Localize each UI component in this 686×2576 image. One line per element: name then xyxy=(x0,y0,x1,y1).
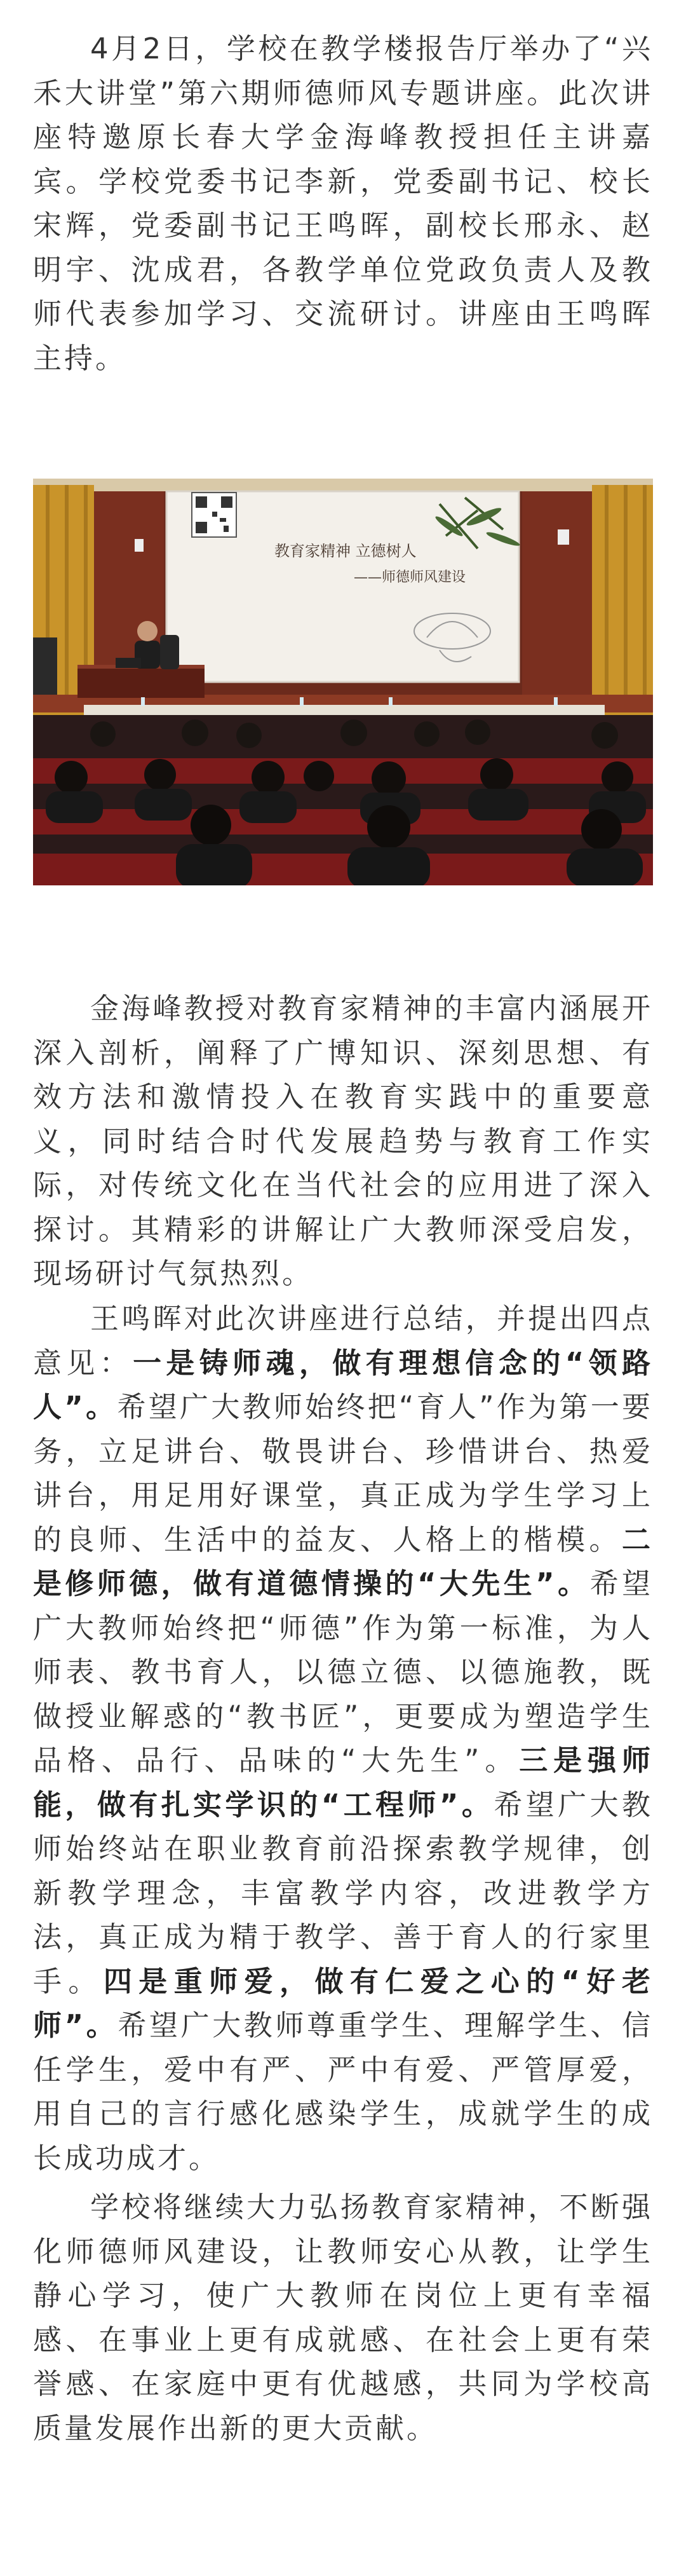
point-two-text: 希望广大教师始终把“师德”作为第一标准，为人师表、教书育人，以德立德、以德施教，既做授业解惑的“教书匠”，更要成为塑造学生品格、品行、品味的“大先生”。 xyxy=(33,1567,653,1777)
point-two-heading: 二是修师德，做有道德情操的“大先生”。 xyxy=(33,1522,653,1600)
paragraph-intro: 4月2日，学校在教学楼报告厅举办了“兴禾大讲堂”第六期师德师风专题讲座。此次讲座特邀原长春大学金海峰教授担任主讲嘉宾。学校党委书记李新，党委副书记、校长宋辉，党委副书记王鸣晖，副校长邢永、赵明宇、沈成君，各教学单位党政负责人及教师代表参加学习、交流研讨。讲座由王鸣晖主持。 xyxy=(33,32,653,375)
point-four-text: 希望广大教师尊重学生、理解学生、信任学生，爱中有严、严中有爱、严管厚爱，用自己的言行感化感染学生，成就学生的成长成功成才。 xyxy=(33,2008,653,2175)
point-four-heading: 四是重师爱，做有仁爱之心的“好老师”。 xyxy=(33,1964,653,2042)
screen-subtitle: ——师德师风建设 xyxy=(354,569,466,585)
paragraph-lecture-content: 金海峰教授对教育家精神的丰富内涵展开深入剖析，阐释了广博知识、深刻思想、有效方法和激情投入在教育实践中的重要意义，同时结合时代发展趋势与教育工作实际，对传统文化在当代社会的应用进了深入探讨。其精彩的讲解让广大教师深受启发，现场研讨气氛热烈。 xyxy=(33,992,653,1290)
lecture-photo xyxy=(33,479,653,885)
point-one-text: 希望广大教师始终把“育人”作为第一要务，立足讲台、敬畏讲台、珍惜讲台、热爱讲台，用足用好课堂，真正成为学生学习上的良师、生活中的益友、人格上的楷模。 xyxy=(33,1390,653,1557)
paragraph-closing: 学校将继续大力弘扬教育家精神，不断强化师德师风建设，让教师安心从教，让学生静心学习，使广大教师在岗位上更有幸福感、在事业上更有成就感、在社会上更有荣誉感、在家庭中更有优越感，共同为学校高质量发展作出新的更大贡献。 xyxy=(33,2190,653,2445)
paragraph-summary xyxy=(33,1297,653,2180)
point-three-text: 希望广大教师始终站在职业教育前沿探索教学规律，创新教学理念，丰富教学内容，改进教学方法，真正成为精于教学、善于育人的行家里手。 xyxy=(33,1787,653,1998)
point-one-heading: 一是铸师魂，做有理想信念的“领路人”。 xyxy=(33,1346,653,1424)
point-three-heading: 三是强师能，做有扎实学识的“工程师”。 xyxy=(33,1743,653,1822)
lecture-photo-illustration xyxy=(33,479,653,885)
summary-intro: 王鸣晖对此次讲座进行总结，并提出四点意见： xyxy=(33,1302,653,1380)
screen-title: 教育家精神 立德树人 xyxy=(274,542,417,560)
